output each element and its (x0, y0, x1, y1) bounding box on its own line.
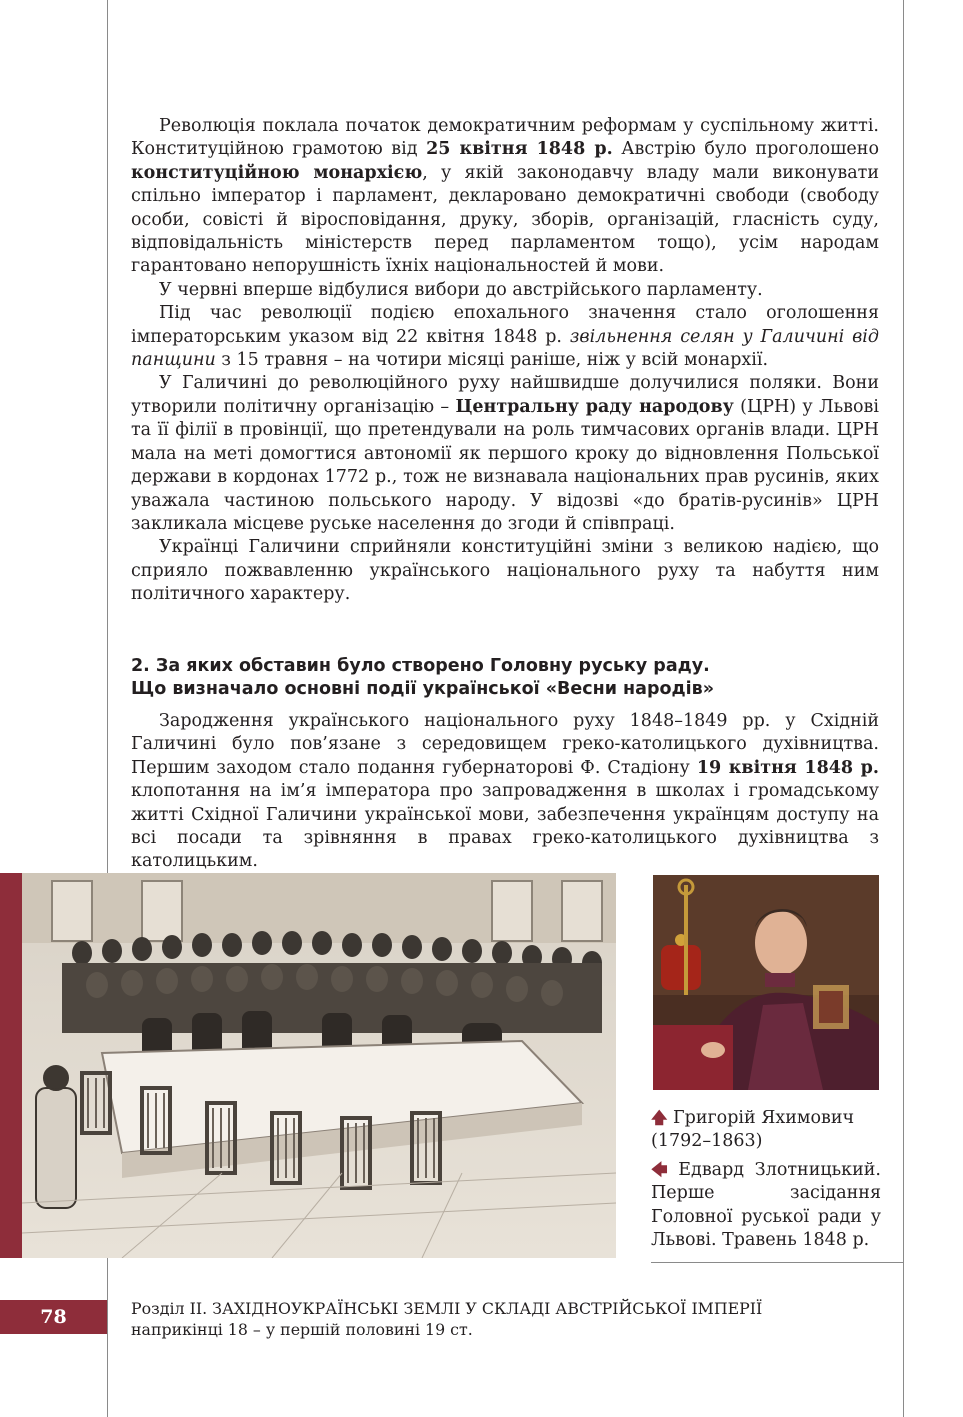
bold-term: Центральну раду народову (455, 396, 734, 417)
text-run: Зародження українського національного руху 1848–1849 рр. у Східній Галичині було пов’язане з середовищем греко-католицького духівництва. Першим заходом стало подання губернаторові Ф. Стадіону (131, 711, 879, 778)
paragraph (131, 279, 879, 302)
text-block-bottom (131, 710, 879, 874)
paragraph (131, 372, 879, 536)
paragraph (131, 536, 879, 606)
right-margin-rule (903, 0, 904, 1417)
page-number: 78 (0, 1300, 107, 1334)
text-run: Австрію було проголошено (612, 139, 879, 160)
text-run: У червні вперше відбулися вибори до австрійського парламенту. (159, 279, 763, 300)
bold-term: конституційною монархією (131, 162, 423, 183)
bold-term: 25 квітня 1848 р. (426, 139, 613, 160)
text-run: У Галичині до революційного руху найшвидше долучилися поляки. Вони утворили політичну організацію – (131, 373, 879, 417)
text-run: Революція поклала початок демократичним реформам у суспільному житті. Конституційною грамотою від (131, 116, 879, 160)
section-heading (131, 655, 871, 701)
engraving-image (22, 873, 616, 1258)
paragraph (131, 710, 879, 874)
section-heading-line1: 2. За яких обставин було створено Головну руську раду. (131, 656, 710, 676)
running-footer (131, 1298, 762, 1340)
footer-line1: Розділ ІІ. ЗАХІДНОУКРАЇНСЬКІ ЗЕМЛІ У СКЛАДІ АВСТРІЙСЬКОЇ ІМПЕРІЇ (131, 1299, 763, 1318)
text-run: Під час революції подією епохального значення стало оголошення імператорським указом від 22 квітня 1848 р. (131, 303, 879, 347)
text-run: (ЦРН) у Львові та її філії в провінції, що претендували на роль тимчасових органів влади. ЦРН мала на меті домогтися автономії як першого кроку до відновлення Польської держави в кордонах 1772 р., тож не визнавала національних прав русинів, яких уважала частиною польського народу. У відозві «до братів-русинів» ЦРН закликала місцеве руське населення до згоди й співпраці. (131, 396, 880, 534)
paragraph (131, 302, 879, 372)
text-run: з 15 травня – на чотири місяці раніше, ніж у всій монархії. (215, 350, 769, 371)
illustration-first-session-painting (22, 873, 616, 1258)
text-block-top (131, 115, 879, 607)
illustration-caption (651, 1158, 881, 1253)
italic-term: звільнення селян у Галичині від панщини (131, 326, 879, 371)
arrow-left-icon: 🡄 (651, 1160, 668, 1179)
illustration-caption-text: Едвард Злотницький. Перше засідання Головної руської ради у Львові. Травень 1848 р. (651, 1160, 881, 1251)
text-run: Українці Галичини сприйняли конституційні зміни з великою надією, що сприяло пожвавленню українського національного руху та набуття ним політичного характеру. (131, 537, 879, 605)
paragraph (131, 115, 879, 279)
section-heading-line2: Що визначало основні події української «Весни народів» (131, 679, 715, 699)
illustration-accent-bar (0, 873, 22, 1258)
portrait-yakhymovych (653, 875, 879, 1090)
arrow-up-icon: 🡅 (651, 1108, 668, 1127)
text-run: клопотання на ім’я імператора про запровадження в школах і громадському житті Східної Галичини української мови, забезпечення українцям доступу на всі посади та зрівняння в правах греко-католицького духівництва з католицьким. (131, 781, 879, 872)
caption-divider (651, 1262, 903, 1263)
portrait-caption-text: Григорій Яхимович (1792–1863) (651, 1108, 855, 1152)
portrait-image (653, 875, 879, 1090)
portrait-caption (651, 1106, 881, 1154)
footer-line2: наприкінці 18 – у першій половині 19 ст. (131, 1320, 473, 1339)
text-run: , у якій законодавчу владу мали виконувати спільно імператор і парламент, декларовано демократичні свободи (свободу особи, совісті й віросповідання, друку, зборів, організацій, гласність суду, відповідальність міністерств перед парламентом тощо), усім народам гарантовано непорушність їхніх національностей й мови. (131, 162, 879, 277)
bold-term: 19 квітня 1848 р. (696, 757, 879, 778)
